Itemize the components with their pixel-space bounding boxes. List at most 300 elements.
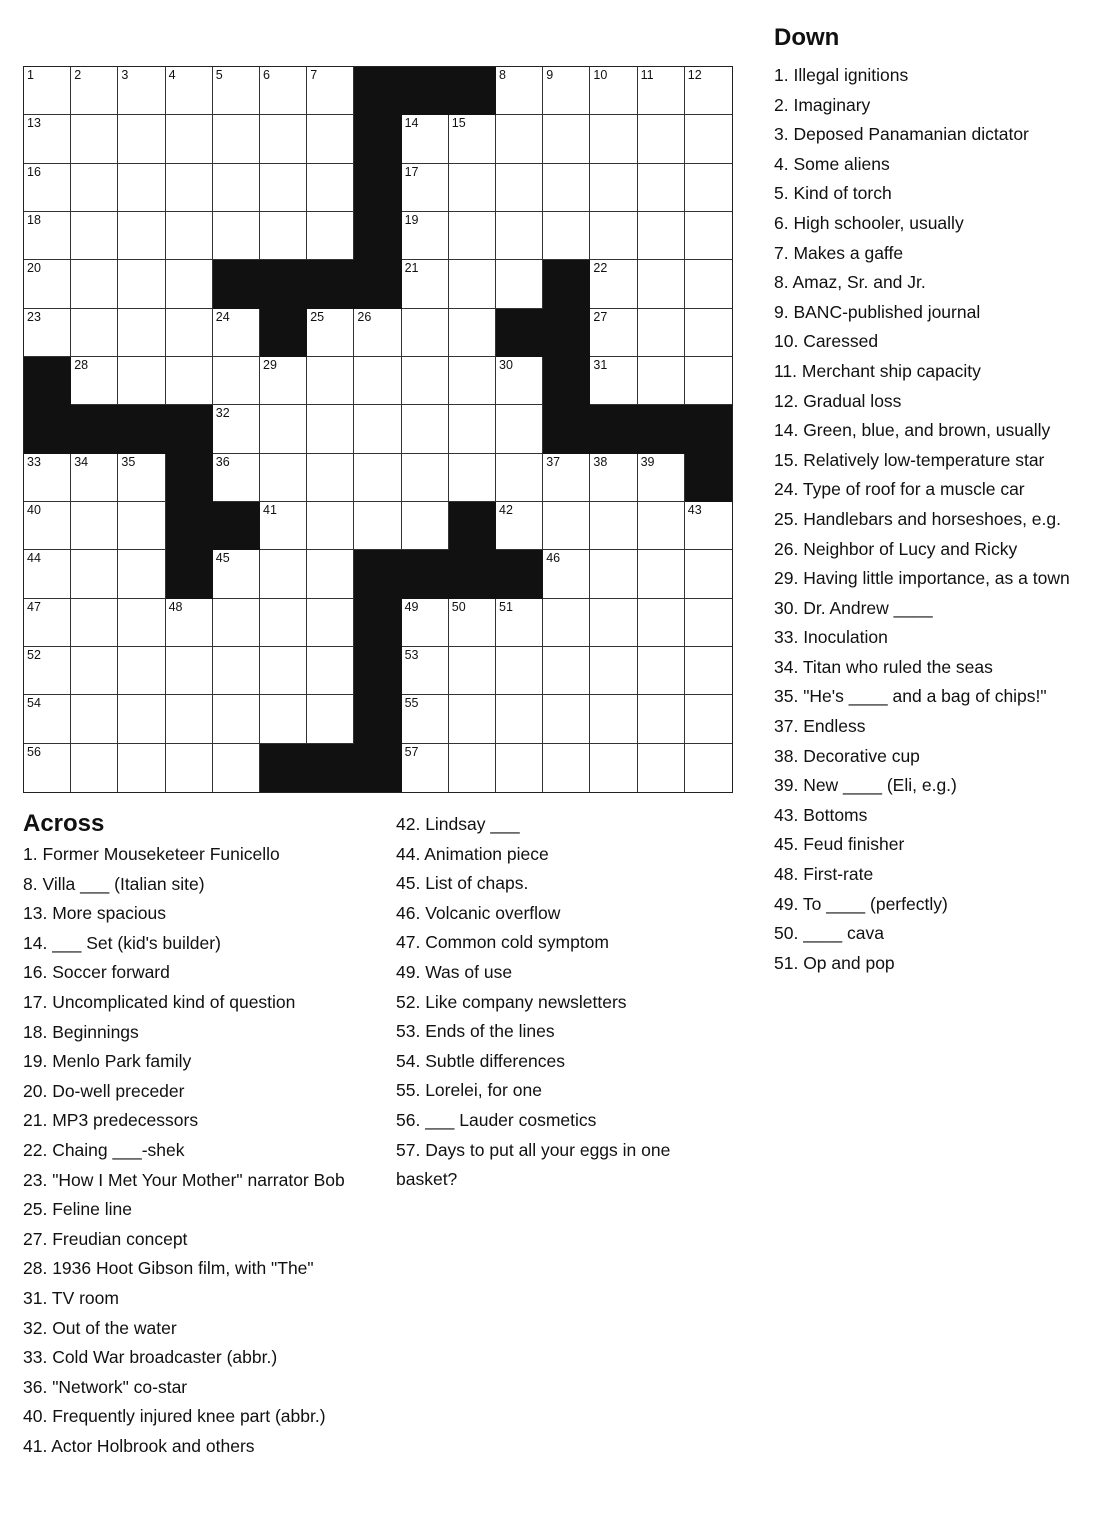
grid-cell[interactable] bbox=[71, 744, 118, 792]
black-square bbox=[354, 164, 401, 212]
across-clue: 17. Uncomplicated kind of question bbox=[23, 991, 296, 1012]
grid-cell[interactable] bbox=[685, 164, 732, 212]
black-square bbox=[449, 502, 496, 550]
grid-cell[interactable] bbox=[496, 164, 543, 212]
grid-cell[interactable] bbox=[118, 115, 165, 163]
black-square bbox=[213, 260, 260, 308]
grid-cell[interactable] bbox=[638, 164, 685, 212]
grid-cell[interactable] bbox=[496, 454, 543, 502]
clue-number: 50 bbox=[451, 599, 466, 614]
grid-cell[interactable] bbox=[638, 67, 685, 115]
black-square bbox=[260, 260, 307, 308]
clue-number: 11 bbox=[640, 68, 654, 82]
grid-cell[interactable] bbox=[71, 357, 118, 405]
clue-number: 30 bbox=[499, 357, 513, 372]
grid-cell[interactable] bbox=[543, 550, 590, 598]
clue-number: 19 bbox=[404, 212, 419, 227]
down-clue: 48. First-rate bbox=[774, 864, 874, 885]
grid-cell[interactable] bbox=[71, 67, 118, 115]
grid-cell[interactable] bbox=[260, 502, 307, 550]
clue-number: 34 bbox=[74, 454, 89, 469]
clue-number: 44 bbox=[27, 551, 41, 566]
grid-cell[interactable] bbox=[24, 502, 71, 550]
down-clue: 14. Green, blue, and brown, usually bbox=[774, 420, 1051, 441]
grid-cell[interactable] bbox=[402, 164, 449, 212]
grid-cell[interactable] bbox=[685, 695, 732, 743]
grid-cell[interactable] bbox=[213, 164, 260, 212]
grid-cell[interactable] bbox=[118, 550, 165, 598]
grid-cell[interactable] bbox=[685, 260, 732, 308]
grid-cell[interactable] bbox=[402, 357, 449, 405]
grid-cell[interactable] bbox=[118, 164, 165, 212]
down-clue: 45. Feud finisher bbox=[774, 834, 905, 855]
across-clue: 36. "Network" co-star bbox=[23, 1376, 188, 1397]
grid-cell[interactable] bbox=[354, 454, 401, 502]
grid-cell[interactable] bbox=[118, 357, 165, 405]
grid-cell[interactable] bbox=[166, 647, 213, 695]
grid-cell[interactable] bbox=[166, 67, 213, 115]
grid-cell[interactable] bbox=[307, 550, 354, 598]
black-square bbox=[543, 357, 590, 405]
grid-cell[interactable] bbox=[590, 67, 637, 115]
across-clue: 33. Cold War broadcaster (abbr.) bbox=[23, 1347, 278, 1368]
grid-cell[interactable] bbox=[638, 599, 685, 647]
grid-cell[interactable] bbox=[590, 309, 637, 357]
grid-cell[interactable] bbox=[213, 309, 260, 357]
grid-cell[interactable] bbox=[118, 502, 165, 550]
grid-cell[interactable] bbox=[71, 212, 118, 260]
grid-cell[interactable] bbox=[260, 405, 307, 453]
grid-cell[interactable] bbox=[449, 164, 496, 212]
grid-cell[interactable] bbox=[118, 695, 165, 743]
grid-cell[interactable] bbox=[213, 357, 260, 405]
grid-cell[interactable] bbox=[402, 260, 449, 308]
grid-cell[interactable] bbox=[685, 744, 732, 792]
grid-cell[interactable] bbox=[543, 164, 590, 212]
grid-cell[interactable] bbox=[24, 454, 71, 502]
grid-cell[interactable] bbox=[354, 309, 401, 357]
grid-cell[interactable] bbox=[496, 744, 543, 792]
black-square bbox=[166, 502, 213, 550]
across-heading: Across bbox=[23, 810, 105, 837]
across-clue: 32. Out of the water bbox=[23, 1317, 177, 1338]
black-square bbox=[24, 357, 71, 405]
black-square bbox=[638, 405, 685, 453]
across-clue: 31. TV room bbox=[23, 1287, 119, 1308]
grid-cell[interactable] bbox=[307, 212, 354, 260]
black-square bbox=[354, 647, 401, 695]
grid-cell[interactable] bbox=[402, 454, 449, 502]
clue-number: 35 bbox=[121, 454, 136, 469]
down-clue: 29. Having little importance, as a town bbox=[774, 568, 1070, 589]
clue-number: 33 bbox=[27, 454, 41, 469]
grid-cell[interactable] bbox=[260, 357, 307, 405]
grid-cell[interactable] bbox=[402, 502, 449, 550]
clue-number: 13 bbox=[27, 116, 41, 131]
grid-cell[interactable] bbox=[71, 695, 118, 743]
grid-cell[interactable] bbox=[166, 115, 213, 163]
clue-number: 8 bbox=[499, 68, 506, 82]
across-clue: 14. ___ Set (kid's builder) bbox=[23, 932, 221, 953]
grid-cell[interactable] bbox=[638, 309, 685, 357]
grid-cell[interactable] bbox=[590, 599, 637, 647]
grid-cell[interactable] bbox=[590, 212, 637, 260]
grid-cell[interactable] bbox=[638, 212, 685, 260]
grid-cell[interactable] bbox=[685, 550, 732, 598]
grid-cell[interactable] bbox=[496, 599, 543, 647]
grid-cell[interactable] bbox=[118, 67, 165, 115]
clue-number: 40 bbox=[27, 502, 41, 517]
down-clue: 50. ____ cava bbox=[774, 923, 884, 944]
clue-number: 55 bbox=[404, 696, 419, 711]
grid-cell[interactable] bbox=[496, 260, 543, 308]
grid-cell[interactable] bbox=[166, 260, 213, 308]
grid-cell[interactable] bbox=[213, 405, 260, 453]
grid-cell[interactable] bbox=[307, 309, 354, 357]
down-clue: 6. High schooler, usually bbox=[774, 212, 964, 233]
grid-cell[interactable] bbox=[590, 744, 637, 792]
clue-number: 45 bbox=[215, 551, 230, 566]
down-clue: 38. Decorative cup bbox=[774, 745, 920, 766]
grid-cell[interactable] bbox=[166, 599, 213, 647]
grid-cell[interactable] bbox=[213, 550, 260, 598]
down-clue: 11. Merchant ship capacity bbox=[774, 360, 981, 381]
grid-cell[interactable] bbox=[685, 647, 732, 695]
down-clue: 25. Handlebars and horseshoes, e.g. bbox=[774, 508, 1061, 529]
black-square bbox=[307, 744, 354, 792]
grid-cell[interactable] bbox=[638, 647, 685, 695]
grid-cell[interactable] bbox=[24, 212, 71, 260]
across-clue: 27. Freudian concept bbox=[23, 1228, 188, 1249]
down-clue: 26. Neighbor of Lucy and Ricky bbox=[774, 538, 1018, 559]
grid-cell[interactable] bbox=[71, 502, 118, 550]
grid-cell[interactable] bbox=[24, 550, 71, 598]
grid-cell[interactable] bbox=[402, 744, 449, 792]
grid-cell[interactable] bbox=[590, 502, 637, 550]
black-square bbox=[354, 744, 401, 792]
grid-cell[interactable] bbox=[638, 357, 685, 405]
grid-cell[interactable] bbox=[496, 695, 543, 743]
grid-cell[interactable] bbox=[24, 647, 71, 695]
black-square bbox=[166, 550, 213, 598]
black-square bbox=[354, 115, 401, 163]
grid-cell[interactable] bbox=[24, 164, 71, 212]
clue-number: 56 bbox=[27, 744, 41, 759]
grid-cell[interactable] bbox=[118, 260, 165, 308]
grid-cell[interactable] bbox=[638, 454, 685, 502]
grid-cell[interactable] bbox=[402, 115, 449, 163]
grid-cell[interactable] bbox=[638, 260, 685, 308]
black-square bbox=[354, 212, 401, 260]
grid-cell[interactable] bbox=[685, 212, 732, 260]
black-square bbox=[449, 67, 496, 115]
grid-cell[interactable] bbox=[260, 164, 307, 212]
grid-cell[interactable] bbox=[166, 695, 213, 743]
clue-number: 47 bbox=[27, 599, 41, 614]
grid-cell[interactable] bbox=[590, 164, 637, 212]
grid-cell[interactable] bbox=[118, 454, 165, 502]
clue-number: 23 bbox=[27, 309, 41, 324]
grid-cell[interactable] bbox=[449, 405, 496, 453]
clue-number: 52 bbox=[27, 647, 41, 662]
grid-cell[interactable] bbox=[449, 212, 496, 260]
grid-cell[interactable] bbox=[24, 309, 71, 357]
down-clue-list bbox=[774, 61, 1070, 978]
across-clue: 47. Common cold symptom bbox=[396, 932, 609, 953]
grid-cell[interactable] bbox=[543, 695, 590, 743]
grid-cell[interactable] bbox=[307, 67, 354, 115]
clue-number: 29 bbox=[263, 357, 277, 372]
grid-cell[interactable] bbox=[543, 454, 590, 502]
grid-cell[interactable] bbox=[685, 357, 732, 405]
clue-number: 1 bbox=[27, 68, 34, 82]
grid-cell[interactable] bbox=[543, 599, 590, 647]
down-clue: 37. Endless bbox=[774, 716, 866, 737]
grid-cell[interactable] bbox=[24, 67, 71, 115]
grid-cell[interactable] bbox=[307, 502, 354, 550]
grid-cell[interactable] bbox=[71, 550, 118, 598]
clue-number: 53 bbox=[404, 647, 419, 662]
grid-cell[interactable] bbox=[449, 309, 496, 357]
grid-cell[interactable] bbox=[260, 647, 307, 695]
black-square bbox=[354, 695, 401, 743]
grid-cell[interactable] bbox=[307, 357, 354, 405]
black-square bbox=[685, 454, 732, 502]
clue-number: 24 bbox=[215, 309, 230, 324]
black-square bbox=[354, 599, 401, 647]
grid-cell[interactable] bbox=[496, 212, 543, 260]
grid-cell[interactable] bbox=[449, 599, 496, 647]
black-square bbox=[402, 67, 449, 115]
grid-cell[interactable] bbox=[260, 599, 307, 647]
across-clue: 8. Villa ___ (Italian site) bbox=[23, 873, 205, 894]
grid-cell[interactable] bbox=[213, 599, 260, 647]
clue-number: 16 bbox=[27, 164, 41, 179]
grid-cell[interactable] bbox=[402, 599, 449, 647]
down-clue: 43. Bottoms bbox=[774, 804, 868, 825]
grid-cell[interactable] bbox=[449, 260, 496, 308]
clue-number: 51 bbox=[499, 599, 513, 614]
grid-cell[interactable] bbox=[71, 599, 118, 647]
grid-cell[interactable] bbox=[543, 744, 590, 792]
grid-cell[interactable] bbox=[496, 115, 543, 163]
across-clue: 54. Subtle differences bbox=[396, 1050, 565, 1071]
grid-cell[interactable] bbox=[685, 309, 732, 357]
grid-cell[interactable] bbox=[638, 115, 685, 163]
grid-cell[interactable] bbox=[24, 744, 71, 792]
down-clue: 33. Inoculation bbox=[774, 627, 888, 648]
clue-number: 10 bbox=[593, 68, 608, 82]
down-clue: 2. Imaginary bbox=[774, 94, 871, 115]
grid-cell[interactable] bbox=[449, 115, 496, 163]
down-clue: 49. To ____ (perfectly) bbox=[774, 893, 948, 914]
grid-cell[interactable] bbox=[260, 454, 307, 502]
black-square bbox=[71, 405, 118, 453]
black-square bbox=[354, 260, 401, 308]
grid-cell[interactable] bbox=[402, 309, 449, 357]
grid-cell[interactable] bbox=[638, 550, 685, 598]
grid-cell[interactable] bbox=[118, 309, 165, 357]
grid-cell[interactable] bbox=[213, 454, 260, 502]
grid-cell[interactable] bbox=[213, 744, 260, 792]
grid-cell[interactable] bbox=[496, 67, 543, 115]
grid-cell[interactable] bbox=[449, 695, 496, 743]
across-clue: 53. Ends of the lines bbox=[396, 1021, 555, 1042]
grid-cell[interactable] bbox=[307, 164, 354, 212]
grid-cell[interactable] bbox=[449, 744, 496, 792]
across-clue: 46. Volcanic overflow bbox=[396, 902, 561, 923]
black-square bbox=[260, 744, 307, 792]
grid-cell[interactable] bbox=[590, 695, 637, 743]
grid-cell[interactable] bbox=[638, 695, 685, 743]
grid-cell[interactable] bbox=[71, 454, 118, 502]
clue-number: 9 bbox=[546, 68, 554, 82]
grid-cell[interactable] bbox=[638, 502, 685, 550]
grid-cell[interactable] bbox=[307, 695, 354, 743]
grid-cell[interactable] bbox=[307, 599, 354, 647]
clue-number: 3 bbox=[121, 68, 129, 82]
down-heading: Down bbox=[774, 24, 840, 51]
grid-cell[interactable] bbox=[71, 164, 118, 212]
grid-cell[interactable] bbox=[118, 744, 165, 792]
grid-cell[interactable] bbox=[496, 357, 543, 405]
black-square bbox=[166, 405, 213, 453]
grid-cell[interactable] bbox=[213, 212, 260, 260]
down-clue: 4. Some aliens bbox=[774, 153, 890, 174]
grid-cell[interactable] bbox=[307, 454, 354, 502]
crossword-grid bbox=[23, 66, 733, 793]
across-clue: 52. Like company newsletters bbox=[396, 991, 627, 1012]
down-clue: 15. Relatively low-temperature star bbox=[774, 449, 1045, 470]
grid-cell[interactable] bbox=[590, 454, 637, 502]
grid-cell[interactable] bbox=[590, 357, 637, 405]
grid-cell[interactable] bbox=[118, 599, 165, 647]
grid-cell[interactable] bbox=[354, 502, 401, 550]
grid-cell[interactable] bbox=[354, 357, 401, 405]
clue-number: 28 bbox=[74, 357, 89, 372]
grid-cell[interactable] bbox=[307, 115, 354, 163]
grid-cell[interactable] bbox=[402, 647, 449, 695]
grid-cell[interactable] bbox=[402, 695, 449, 743]
grid-cell[interactable] bbox=[449, 454, 496, 502]
clue-number: 7 bbox=[310, 68, 318, 82]
grid-cell[interactable] bbox=[24, 599, 71, 647]
clue-number: 43 bbox=[687, 502, 702, 517]
grid-cell[interactable] bbox=[685, 67, 732, 115]
grid-cell[interactable] bbox=[71, 309, 118, 357]
grid-cell[interactable] bbox=[638, 744, 685, 792]
across-clue: 56. ___ Lauder cosmetics bbox=[396, 1109, 597, 1130]
grid-cell[interactable] bbox=[166, 212, 213, 260]
grid-cell[interactable] bbox=[118, 647, 165, 695]
clue-number: 26 bbox=[357, 309, 372, 324]
grid-cell[interactable] bbox=[590, 550, 637, 598]
grid-cell[interactable] bbox=[118, 212, 165, 260]
black-square bbox=[449, 550, 496, 598]
grid-cell[interactable] bbox=[24, 260, 71, 308]
grid-cell[interactable] bbox=[543, 212, 590, 260]
grid-cell[interactable] bbox=[260, 550, 307, 598]
grid-cell[interactable] bbox=[402, 405, 449, 453]
grid-cell[interactable] bbox=[354, 405, 401, 453]
grid-cell[interactable] bbox=[543, 115, 590, 163]
down-clue: 9. BANC-published journal bbox=[774, 301, 981, 322]
grid-cell[interactable] bbox=[213, 695, 260, 743]
grid-cell[interactable] bbox=[685, 502, 732, 550]
grid-cell[interactable] bbox=[449, 647, 496, 695]
grid-cell[interactable] bbox=[166, 744, 213, 792]
grid-cell[interactable] bbox=[543, 67, 590, 115]
grid-cell[interactable] bbox=[685, 599, 732, 647]
grid-cell[interactable] bbox=[307, 647, 354, 695]
grid-cell[interactable] bbox=[213, 67, 260, 115]
grid-cell[interactable] bbox=[685, 115, 732, 163]
grid-cell[interactable] bbox=[166, 357, 213, 405]
grid-cell[interactable] bbox=[71, 260, 118, 308]
clue-number: 54 bbox=[27, 696, 41, 711]
down-clue: 8. Amaz, Sr. and Jr. bbox=[774, 272, 926, 293]
clue-number: 5 bbox=[215, 68, 223, 82]
grid-cell[interactable] bbox=[496, 502, 543, 550]
across-clue: 18. Beginnings bbox=[23, 1021, 139, 1042]
grid-cell[interactable] bbox=[166, 164, 213, 212]
black-square bbox=[260, 309, 307, 357]
grid-cell[interactable] bbox=[449, 357, 496, 405]
clue-number: 21 bbox=[404, 261, 419, 276]
clue-number: 27 bbox=[593, 309, 608, 324]
grid-cell[interactable] bbox=[496, 405, 543, 453]
grid-cell[interactable] bbox=[24, 695, 71, 743]
grid-cell[interactable] bbox=[590, 647, 637, 695]
grid-cell[interactable] bbox=[213, 647, 260, 695]
clue-number: 37 bbox=[546, 454, 561, 469]
clue-number: 20 bbox=[27, 261, 41, 276]
clue-number: 49 bbox=[404, 599, 419, 614]
grid-cell[interactable] bbox=[71, 647, 118, 695]
grid-cell[interactable] bbox=[260, 115, 307, 163]
clue-number: 39 bbox=[640, 454, 655, 469]
clue-number: 18 bbox=[27, 212, 41, 227]
grid-cell[interactable] bbox=[590, 115, 637, 163]
grid-cell[interactable] bbox=[543, 647, 590, 695]
clue-number: 17 bbox=[404, 164, 419, 179]
clue-number: 14 bbox=[404, 116, 419, 131]
grid-cell[interactable] bbox=[496, 647, 543, 695]
grid-cell[interactable] bbox=[307, 405, 354, 453]
down-clue: 34. Titan who ruled the seas bbox=[774, 656, 993, 677]
black-square bbox=[496, 550, 543, 598]
grid-cell[interactable] bbox=[71, 115, 118, 163]
across-clue: 13. More spacious bbox=[23, 903, 166, 924]
grid-cell[interactable] bbox=[260, 212, 307, 260]
across-clue: 23. "How I Met Your Mother" narrator Bob bbox=[23, 1169, 345, 1190]
grid-cell[interactable] bbox=[213, 115, 260, 163]
clue-number: 31 bbox=[593, 357, 608, 372]
clue-number: 48 bbox=[168, 599, 183, 614]
grid-cell[interactable] bbox=[402, 212, 449, 260]
grid-cell[interactable] bbox=[543, 502, 590, 550]
clue-number: 2 bbox=[74, 68, 82, 82]
across-clue-list-left bbox=[23, 840, 388, 1461]
grid-cell[interactable] bbox=[260, 695, 307, 743]
grid-cell[interactable] bbox=[166, 309, 213, 357]
grid-cell[interactable] bbox=[590, 260, 637, 308]
across-clue: 19. Menlo Park family bbox=[23, 1051, 192, 1072]
grid-cell[interactable] bbox=[24, 115, 71, 163]
down-clue: 1. Illegal ignitions bbox=[774, 65, 909, 85]
grid-cell[interactable] bbox=[260, 67, 307, 115]
across-clue: 1. Former Mouseketeer Funicello bbox=[23, 844, 280, 864]
